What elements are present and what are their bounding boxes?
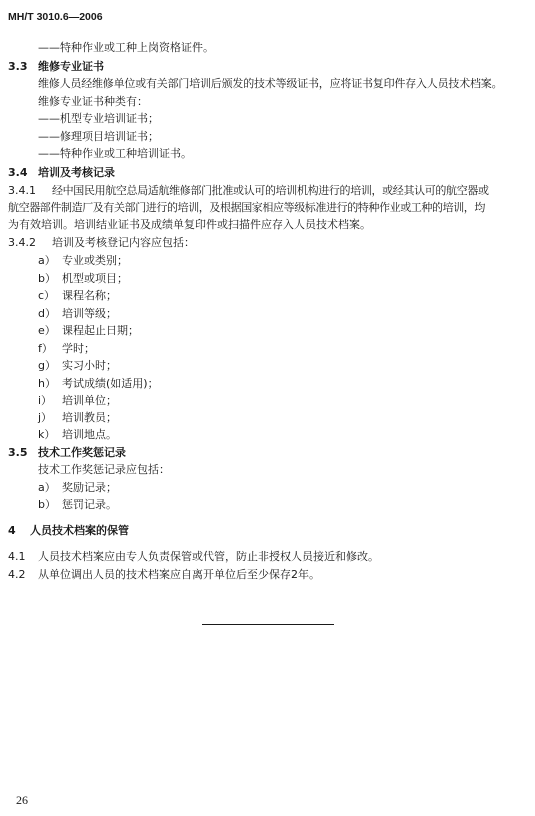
list-marker: j） [38, 411, 53, 424]
list-item: 机型或项目； [62, 272, 128, 285]
paragraph-line: 航空器部件制造厂及有关部门进行的培训，及根据国家相应等级标准进行的特种作业或工种的培训，均 [8, 201, 485, 214]
paragraph-line: 从单位调出人员的技术档案应自离开单位后至少保存2年。 [38, 568, 320, 581]
paragraph-line: 人员技术档案应由专人负责保管或代管，防止非授权人员接近和修改。 [38, 550, 379, 563]
doc-code: MH/T 3010.6—2006 [8, 11, 103, 23]
list-marker: b） [38, 272, 56, 285]
paragraph-line: 为有效培训。培训结业证书及成绩单复印件或扫描件应存入人员技术档案。 [8, 218, 371, 231]
list-item: 培训教员； [62, 411, 117, 424]
list-item: 惩罚记录。 [62, 498, 117, 511]
list-marker: i） [38, 394, 53, 407]
chapter-number: 4 [8, 524, 16, 537]
list-marker: f） [38, 342, 53, 355]
paragraph-line: 维修人员经维修单位或有关部门培训后颁发的技术等级证书，应将证书复印件存入人员技术档案。 [38, 77, 503, 90]
clause-number: 4.1 [8, 550, 26, 563]
list-item: 实习小时； [62, 359, 117, 372]
list-marker: k） [38, 428, 56, 441]
section-number: 3.4 [8, 166, 28, 179]
list-marker: a） [38, 254, 56, 267]
chapter-title: 人员技术档案的保管 [30, 524, 129, 537]
list-marker: d） [38, 307, 56, 320]
clause-number: 3.4.2 [8, 236, 36, 249]
list-marker: b） [38, 498, 56, 511]
list-item: 学时； [62, 342, 95, 355]
list-item: 培训等级； [62, 307, 117, 320]
list-item: 奖励记录； [62, 481, 117, 494]
list-marker: h） [38, 377, 56, 390]
list-marker: a） [38, 481, 56, 494]
end-rule [202, 624, 334, 625]
paragraph-line: ——特种作业或工种上岗资格证件。 [38, 41, 214, 54]
list-item: 课程名称； [62, 289, 117, 302]
page-number: 26 [16, 793, 28, 807]
paragraph-line: 培训及考核登记内容应包括： [52, 236, 195, 249]
list-marker: c） [38, 289, 56, 302]
clause-number: 4.2 [8, 568, 26, 581]
clause-number: 3.4.1 [8, 184, 36, 197]
list-marker: g） [38, 359, 56, 372]
paragraph-line: ——机型专业培训证书； [38, 112, 159, 125]
paragraph-line: ——修理项目培训证书； [38, 130, 159, 143]
section-title: 培训及考核记录 [38, 166, 115, 179]
section-title: 技术工作奖惩记录 [38, 446, 126, 459]
paragraph-line: ——特种作业或工种培训证书。 [38, 147, 192, 160]
paragraph-line: 技术工作奖惩记录应包括： [38, 463, 170, 476]
paragraph-line: 维修专业证书种类有： [38, 95, 148, 108]
list-item: 专业或类别； [62, 254, 128, 267]
section-number: 3.5 [8, 446, 28, 459]
list-marker: e） [38, 324, 56, 337]
list-item: 培训单位； [62, 394, 117, 407]
section-number: 3.3 [8, 60, 28, 73]
section-title: 维修专业证书 [38, 60, 104, 73]
list-item: 考试成绩(如适用)； [62, 377, 159, 390]
paragraph-line: 经中国民用航空总局适航维修部门批准或认可的培训机构进行的培训，或经其认可的航空器或 [52, 184, 489, 197]
list-item: 课程起止日期； [62, 324, 139, 337]
list-item: 培训地点。 [62, 428, 117, 441]
